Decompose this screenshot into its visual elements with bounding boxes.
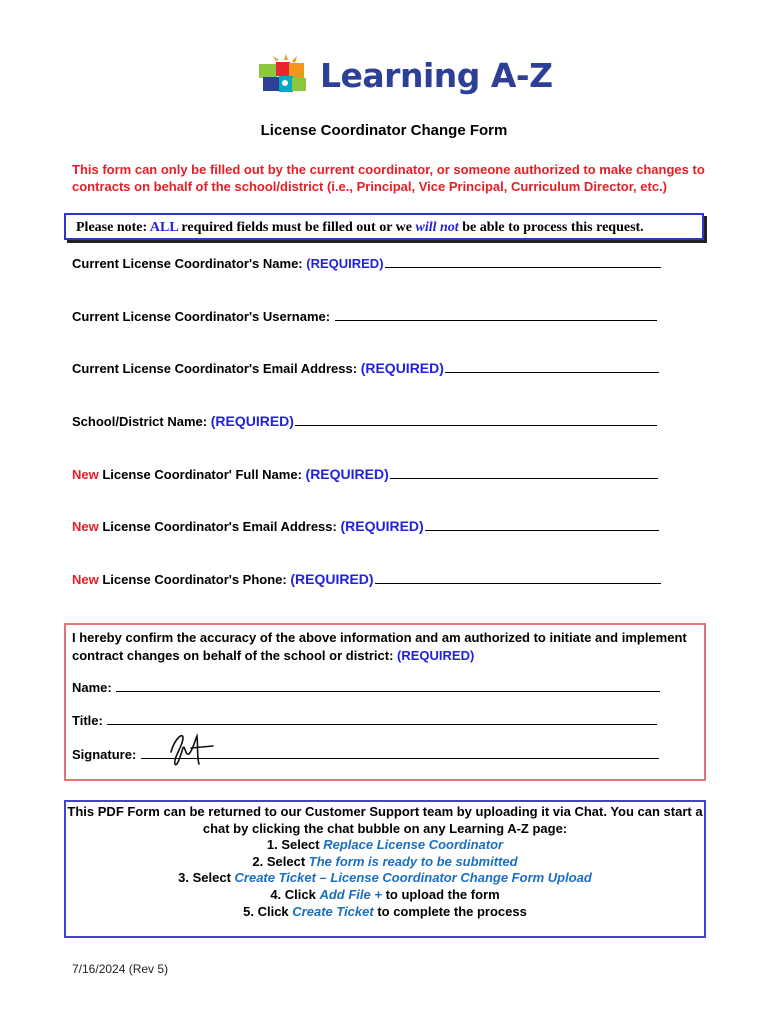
instruction-step-1: 1. Select Replace License Coordinator xyxy=(266,837,504,853)
instructions-intro: This PDF Form can be returned to our Customer Support team by uploading it via Chat. You can start a chat by clicking the chat bubble on any Learning A-Z page: xyxy=(67,804,703,836)
confirmation-text: I hereby confirm the accuracy of the above information and am authorized to initiate and implement contract changes on behalf of the school or district: xyxy=(72,630,687,663)
add-file-option: Add File + xyxy=(319,886,382,902)
confirm-name-row: Name: xyxy=(72,680,660,695)
instruction-step-5: 5. Click Create Ticket to complete the process xyxy=(243,903,527,919)
current-coordinator-name-input[interactable] xyxy=(385,266,661,268)
instruction-step-2: 2. Select The form is ready to be submitted xyxy=(252,853,518,869)
school-district-name-input[interactable] xyxy=(295,424,657,426)
required-tag: (REQUIRED) xyxy=(210,413,294,429)
new-coordinator-email-input[interactable] xyxy=(425,529,659,531)
note-prefix: Please note: xyxy=(76,220,150,235)
form-ready-option: The form is ready to be submitted xyxy=(308,853,518,869)
confirm-name-input[interactable] xyxy=(116,690,660,692)
note-suffix: be able to process this request. xyxy=(458,220,644,235)
required-tag: (REQUIRED) xyxy=(306,256,384,271)
logo-text: Learning A-Z xyxy=(320,56,553,95)
current-coordinator-email-input[interactable] xyxy=(445,371,659,373)
revision-date: 7/16/2024 (Rev 5) xyxy=(72,962,169,976)
note-mid: required fields must be filled out or we xyxy=(177,220,416,235)
authorization-warning: This form can only be filled out by the current coordinator, or someone authorized to make changes to contracts on behalf of the school/district (i.e., Principal, Vice Principal, Curriculum Director, etc.) xyxy=(72,162,705,194)
confirm-signature-row: Signature: xyxy=(72,747,659,762)
confirm-title-input[interactable] xyxy=(107,723,657,725)
field-current-coordinator-email: Current License Coordinator's Email Address: (REQUIRED) xyxy=(72,360,659,376)
field-school-district-name: School/District Name: (REQUIRED) xyxy=(72,413,657,429)
required-tag: (REQUIRED) xyxy=(340,518,424,534)
required-fields-note xyxy=(64,213,704,240)
instruction-step-3: 3. Select Create Ticket – License Coordinator Change Form Upload xyxy=(178,870,592,886)
replace-license-coordinator-option: Replace License Coordinator xyxy=(323,837,504,853)
current-coordinator-username-input[interactable] xyxy=(335,319,657,321)
form-title: License Coordinator Change Form xyxy=(260,122,508,139)
confirmation-section xyxy=(64,623,706,781)
note-all: ALL xyxy=(149,220,178,235)
create-ticket-upload-option: Create Ticket – License Coordinator Change Form Upload xyxy=(234,870,592,886)
note-will-not: will not xyxy=(415,220,459,235)
new-coordinator-phone-input[interactable] xyxy=(375,582,661,584)
field-new-coordinator-phone: New License Coordinator's Phone: (REQUIRED) xyxy=(72,571,661,587)
required-tag: (REQUIRED) xyxy=(360,360,444,376)
required-tag: (REQUIRED) xyxy=(305,466,389,482)
field-current-coordinator-username: Current License Coordinator's Username: xyxy=(72,309,657,324)
logo-mark-icon xyxy=(258,54,316,98)
handwritten-signature xyxy=(161,728,219,768)
field-current-coordinator-name: Current License Coordinator's Name: (REQUIRED) xyxy=(72,256,661,271)
create-ticket-option: Create Ticket xyxy=(292,903,374,919)
required-tag: (REQUIRED) xyxy=(397,648,475,663)
required-tag: (REQUIRED) xyxy=(290,571,374,587)
instruction-step-4: 4. Click Add File + to upload the form xyxy=(270,886,500,902)
learning-az-logo xyxy=(258,54,553,102)
new-coordinator-name-input[interactable] xyxy=(390,477,658,479)
pdf-return-instructions xyxy=(64,800,706,938)
confirm-title-row: Title: xyxy=(72,713,657,728)
field-new-coordinator-email: New License Coordinator's Email Address: (REQUIRED) xyxy=(72,518,659,534)
field-new-coordinator-name: New License Coordinator' Full Name: (REQUIRED) xyxy=(72,466,658,482)
